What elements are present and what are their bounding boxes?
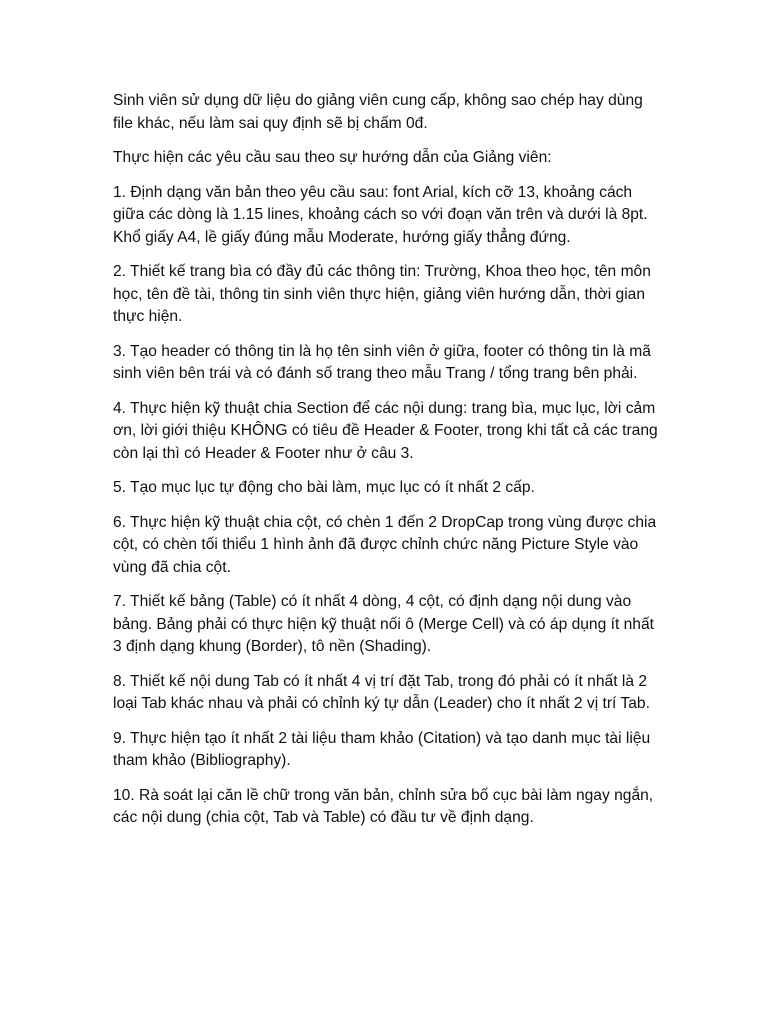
requirement-5: 5. Tạo mục lục tự động cho bài làm, mục lục có ít nhất 2 cấp. [113,479,535,496]
requirement-10: 10. Rà soát lại căn lề chữ trong văn bản, chỉnh sửa bố cục bài làm ngay ngắn, các nội dung (chia cột, Tab và Table) có đầu tư về định dạng. [113,786,654,826]
requirement-6: 6. Thực hiện kỹ thuật chia cột, có chèn 1 đến 2 DropCap trong vùng được chia cột, có chèn tối thiểu 1 hình ảnh đã được chỉnh chức năng Picture Style vào vùng đã chia cột. [113,513,657,576]
requirement-8: 8. Thiết kế nội dung Tab có ít nhất 4 vị trí đặt Tab, trong đó phải có ít nhất là 2 loại Tab khác nhau và phải có chỉnh ký tự dẫn (Leader) cho ít nhất 2 vị trí Tab. [113,672,650,712]
requirement-9: 9. Thực hiện tạo ít nhất 2 tài liệu tham khảo (Citation) và tạo danh mục tài liệu tham khảo (Bibliography). [113,729,651,769]
requirement-7: 7. Thiết kế bảng (Table) có ít nhất 4 dòng, 4 cột, có định dạng nội dung vào bảng. Bảng phải có thực hiện kỹ thuật nối ô (Merge Cell) và có áp dụng ít nhất 3 định dạng khung (Border), tô nền (Shading). [113,593,654,655]
requirement-4: 4. Thực hiện kỹ thuật chia Section để các nội dung: trang bìa, mục lục, lời cảm ơn, lời giới thiệu KHÔNG có tiêu đề Header & Footer, trong khi tất cả các trang còn lại thì có Header & Footer như ở câu 3. [113,399,658,462]
requirement-3: 3. Tạo header có thông tin là họ tên sinh viên ở giữa, footer có thông tin là mã sinh viên bên trái và có đánh số trang theo mẫu Trang / tổng trang bên phải. [113,342,651,382]
requirement-2: 2. Thiết kế trang bìa có đầy đủ các thông tin: Trường, Khoa theo học, tên môn học, tên đề tài, thông tin sinh viên thực hiện, giảng viên hướng dẫn, thời gian thực hiện. [113,263,651,325]
instructions-heading: Thực hiện các yêu cầu sau theo sự hướng dẫn của Giảng viên: [113,149,552,166]
requirement-1: 1. Định dạng văn bản theo yêu cầu sau: font Arial, kích cỡ 13, khoảng cách giữa các dòng là 1.15 lines, khoảng cách so với đoạn văn trên và dưới là 8pt. Khổ giấy A4, lề giấy đúng mẫu Moderate, hướng giấy thẳng đứng. [113,183,648,246]
intro-notice: Sinh viên sử dụng dữ liệu do giảng viên cung cấp, không sao chép hay dùng file khác, nếu làm sai quy định sẽ bị chấm 0đ. [113,92,643,132]
document-page [113,90,658,842]
